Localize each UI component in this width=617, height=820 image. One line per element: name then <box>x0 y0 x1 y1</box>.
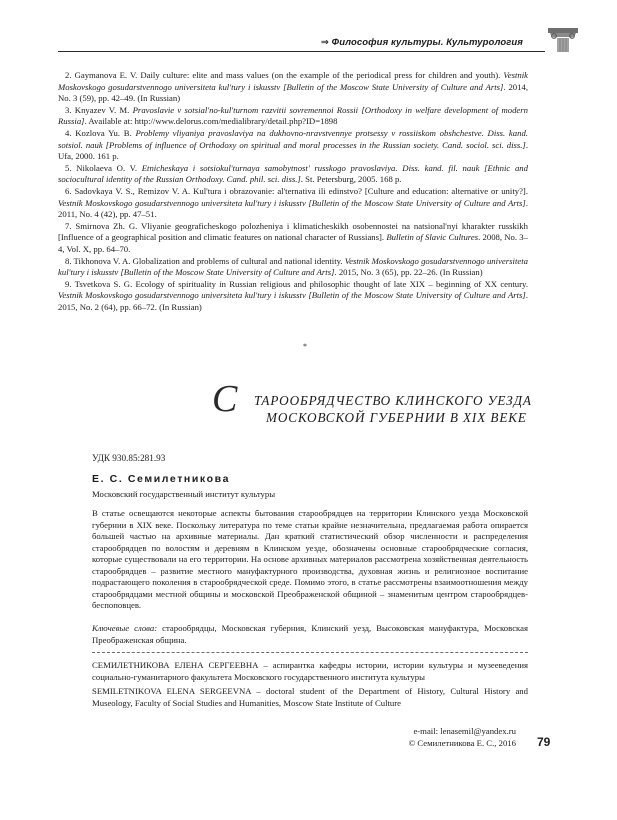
reference-item <box>58 128 528 163</box>
reference-details: . 2015, No. 2 (64), pp. 66–72. (In Russian) <box>58 290 528 312</box>
reference-source-italic: Vestnik Moskovskogo gosudarstvennogo universiteta kul'tury i iskusstv [Bulletin of the Moscow State University of Culture and Arts] <box>58 255 528 278</box>
keywords-label: Ключевые слова: <box>92 623 158 633</box>
reference-text: 4. Kozlova Yu. B. <box>65 127 136 138</box>
reference-text: 6. Sadovkaya V. S., Remizov V. A. Kul'tura i obrazovanie: al'ternativa ili edinstvo? [Culture and education: alternative or unity?]. <box>65 185 528 196</box>
reference-details: . 2014, No. 3 (59), pp. 42–49. (In Russian) <box>58 81 529 104</box>
reference-text: 9. Tsvetkova S. G. Ecology of spirituality in Russian religious and philosophic thought of late XIX – beginning of XX century. <box>65 278 528 289</box>
author-affiliation: Московский государственный институт культуры <box>92 489 276 499</box>
reference-text: 7. Smirnova Zh. G. Vliyanie geograficheskogo polozheniya i klimaticheskikh osobennostei na natsional'nyi kharakter russkikh [Influence of a geographical position and climatic features on national character of Russians]. <box>58 220 528 243</box>
running-title: ⇒ Философия культуры. Культурология <box>320 37 523 48</box>
reference-source-italic: Vestnik Moskovskogo gosudarstvennogo universiteta kul'tury i iskusstv [Bulletin of the Moscow State University of Culture and Arts] <box>58 290 526 301</box>
reference-details: . St. Petersburg, 2005. 168 p. <box>300 174 402 185</box>
author-info-divider <box>92 652 528 653</box>
reference-text: 5. Nikolaeva O. V. <box>65 162 142 173</box>
title-line-1: ТАРООБРЯДЧЕСТВО КЛИНСКОГО УЕЗДА <box>254 393 532 408</box>
author-bio-ru: СЕМИЛЕТНИКОВА ЕЛЕНА СЕРГЕЕВНА – аспирантка кафедры истории, истории культуры и музееведения социально-гуманитарного факультета Московского государственного института культуры <box>92 660 528 682</box>
page-number: 79 <box>537 735 551 749</box>
reference-details: . 2008, No. 3–4, Vol. X, pp. 64–70. <box>58 232 528 254</box>
reference-text: 3. Knyazev V. M. <box>65 104 133 115</box>
reference-details: . Available at: http://www.delorus.com/medialibrary/detail.php?ID=1898 <box>84 116 338 127</box>
udk-code: УДК 930.85:281.93 <box>92 453 166 463</box>
reference-source-italic: Bulletin of Slavic Cultures <box>386 232 479 243</box>
reference-text: 8. Tikhonova V. A. Globalization and problems of cultural and national identity. <box>65 255 345 266</box>
keywords <box>92 623 528 646</box>
reference-source-italic: Problemy vliyaniya pravoslaviya na dukhovno-nravstvennye protsessy v rossiiskom obshchestve. Diss. kand. sotsiol. nauk [Problems of influence of Orthodoxy on spiritual and moral processes in the Russian society. Cand. sociol. sci. diss.] <box>58 127 528 150</box>
reference-source-italic: Etnicheskaya i sotsiokul'turnaya samobytnost' russkogo pravoslaviya. Diss. kand. fil. nauk [Ethnic and sociocultural identity of the Russian Orthodoxy. Cand. phil. sci. diss.] <box>58 162 528 185</box>
reference-item <box>58 221 528 256</box>
reference-source-italic: Pravoslavie v sotsial'no-kul'turnom razvitii sovremennoi Rossii [Orthodoxy in welfare development of modern Russia] <box>58 104 529 127</box>
reference-list <box>58 70 528 313</box>
reference-source-italic: Vestnik Moskovskogo gosudarstvennogo universiteta kul'tury i iskusstv [Bulletin of the Moscow State University of Culture and Arts] <box>58 70 528 92</box>
author-bio-en: SEMILETNIKOVA ELENA SERGEEVNA – doctoral student of the Department of History, Cultural History and Museology, Faculty of Social Studies and Humanities, Moscow State Institute of Culture <box>92 686 528 708</box>
author-name: Е. С. Семилетникова <box>92 473 231 485</box>
copyright-notice: © Семилетникова Е. С., 2016 <box>408 738 516 748</box>
reference-details: . Ufa, 2000. 161 p. <box>58 139 528 162</box>
title-line-2: МОСКОВСКОЙ ГУБЕРНИИ В XIX ВЕКЕ <box>266 410 527 425</box>
section-separator-star: * <box>303 342 307 351</box>
reference-item <box>58 105 528 128</box>
running-header <box>58 37 545 52</box>
reference-item <box>58 163 528 186</box>
column-capital-logo-icon <box>548 28 578 52</box>
reference-details: . 2015, No. 3 (65), pp. 22–26. (In Russian) <box>334 267 483 278</box>
abstract: В статье освещаются некоторые аспекты бытования старообрядцев на территории Клинского уезда Московской губернии в XIX веке. Поскольку литература по теме статьи крайне незначительна, предлагаемая работа опирается большей частью на архивные материалы. Дан краткий статистический обзор численности и распределения старообрядцев по волостям и деревням в Клинском уезде, обозначены основные старообрядческие согласия, которые существовали на его территории. На основе архивных материалов рассмотрена хозяйственная деятельность старообрядцев – развитие местного мануфактурного производства, духовная жизнь и религиозное воспитание подрастающего поколения в старообрядческой среде. Помимо этого, в статье рассмотрены взаимоотношения между старообрядцами местной общины и московской Преображенской общиной – знаменитым центром старообрядцев-беспоповцев. <box>92 508 528 611</box>
title-decorative-initial: С <box>212 378 238 420</box>
keywords-text: старообрядцы, Московская губерния, Клинский уезд, Высоковская мануфактура, Московская Преображенская община. <box>92 623 528 645</box>
reference-item <box>58 186 528 221</box>
author-email[interactable]: e-mail: lenasemil@yandex.ru <box>413 726 516 736</box>
reference-source-italic: Vestnik Moskovskogo gosudarstvennogo universiteta kul'tury i iskusstv [Bulletin of the Moscow State University of Culture and Arts] <box>58 197 526 208</box>
reference-item <box>58 256 528 279</box>
reference-details: . 2011, No. 4 (42), pp. 47–51. <box>58 197 528 220</box>
reference-item <box>58 279 528 314</box>
reference-item <box>58 70 528 105</box>
reference-text: 2. Gaymanova E. V. Daily culture: elite and mass values (on the example of the periodical press for children and youth). <box>65 70 504 80</box>
article-title <box>212 378 532 426</box>
author-bio <box>92 660 528 712</box>
